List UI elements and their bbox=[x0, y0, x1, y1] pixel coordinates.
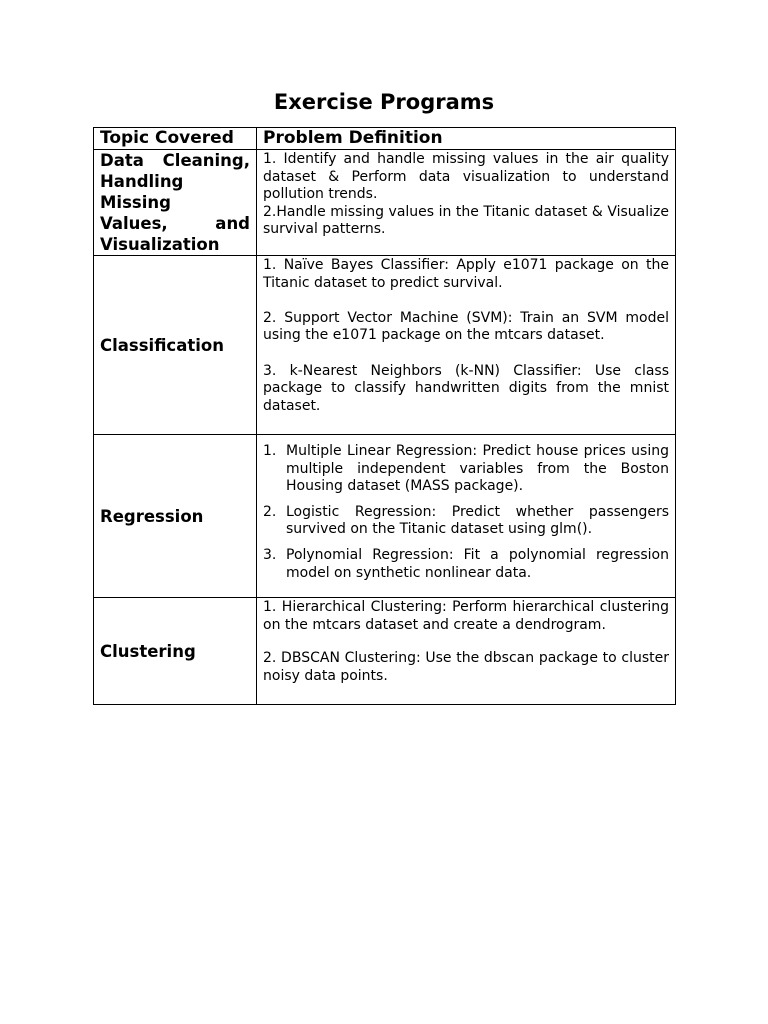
topic-line: Visualization bbox=[100, 235, 220, 254]
definition-item: 1. Naïve Bayes Classifier: Apply e1071 package on the Titanic dataset to predict survival. bbox=[263, 257, 669, 291]
list-number: 3. bbox=[263, 546, 277, 563]
topic-line: Missing bbox=[100, 193, 171, 212]
definition-item: 2. Support Vector Machine (SVM): Train an SVM model using the e1071 package on the mtcars dataset. bbox=[263, 309, 669, 344]
list-item bbox=[263, 546, 669, 582]
topic-line: Data Cleaning, bbox=[100, 151, 250, 170]
definition-cell-data-cleaning bbox=[257, 150, 676, 256]
topic-cell-clustering: Clustering bbox=[94, 598, 257, 705]
definition-item: 1. Hierarchical Clustering: Perform hierarchical clustering on the mtcars dataset and create a dendrogram. bbox=[263, 599, 669, 633]
list-item bbox=[263, 443, 669, 496]
definition-item: 3. k-Nearest Neighbors (k-NN) Classifier: Use class package to classify handwritten digits from the mnist dataset. bbox=[263, 362, 669, 414]
definition-cell-regression bbox=[257, 435, 676, 598]
list-text: Polynomial Regression: Fit a polynomial regression model on synthetic nonlinear data. bbox=[286, 546, 669, 581]
topic-cell-data-cleaning bbox=[94, 150, 257, 256]
definition-cell-clustering bbox=[257, 598, 676, 705]
definition-item: 1. Identify and handle missing values in the air quality dataset & Perform data visualization to understand pollution trends. bbox=[263, 151, 669, 203]
list-text: Logistic Regression: Predict whether passengers survived on the Titanic dataset using glm(). bbox=[286, 503, 669, 538]
topic-cell-regression: Regression bbox=[94, 435, 257, 598]
table-row bbox=[94, 150, 676, 256]
definition-cell-classification bbox=[257, 256, 676, 435]
table-row bbox=[94, 256, 676, 435]
exercise-table bbox=[93, 127, 676, 705]
list-text: Multiple Linear Regression: Predict house prices using multiple independent variables from the Boston Housing dataset (MASS package). bbox=[286, 443, 669, 495]
definition-item: 2. DBSCAN Clustering: Use the dbscan package to cluster noisy data points. bbox=[263, 650, 669, 684]
regression-list bbox=[263, 443, 669, 582]
table-row bbox=[94, 598, 676, 705]
header-topic-covered: Topic Covered bbox=[94, 128, 257, 150]
topic-line: Values, and bbox=[100, 214, 250, 233]
list-number: 2. bbox=[263, 503, 277, 520]
list-number: 1. bbox=[263, 443, 277, 459]
table-header-row bbox=[94, 128, 676, 150]
page-title: Exercise Programs bbox=[273, 90, 495, 114]
list-item bbox=[263, 503, 669, 539]
table-row bbox=[94, 435, 676, 598]
topic-line: Handling bbox=[100, 172, 184, 191]
topic-cell-classification: Classification bbox=[94, 256, 257, 435]
header-problem-definition: Problem Definition bbox=[257, 128, 676, 150]
definition-item: 2.Handle missing values in the Titanic dataset & Visualize survival patterns. bbox=[263, 203, 669, 238]
